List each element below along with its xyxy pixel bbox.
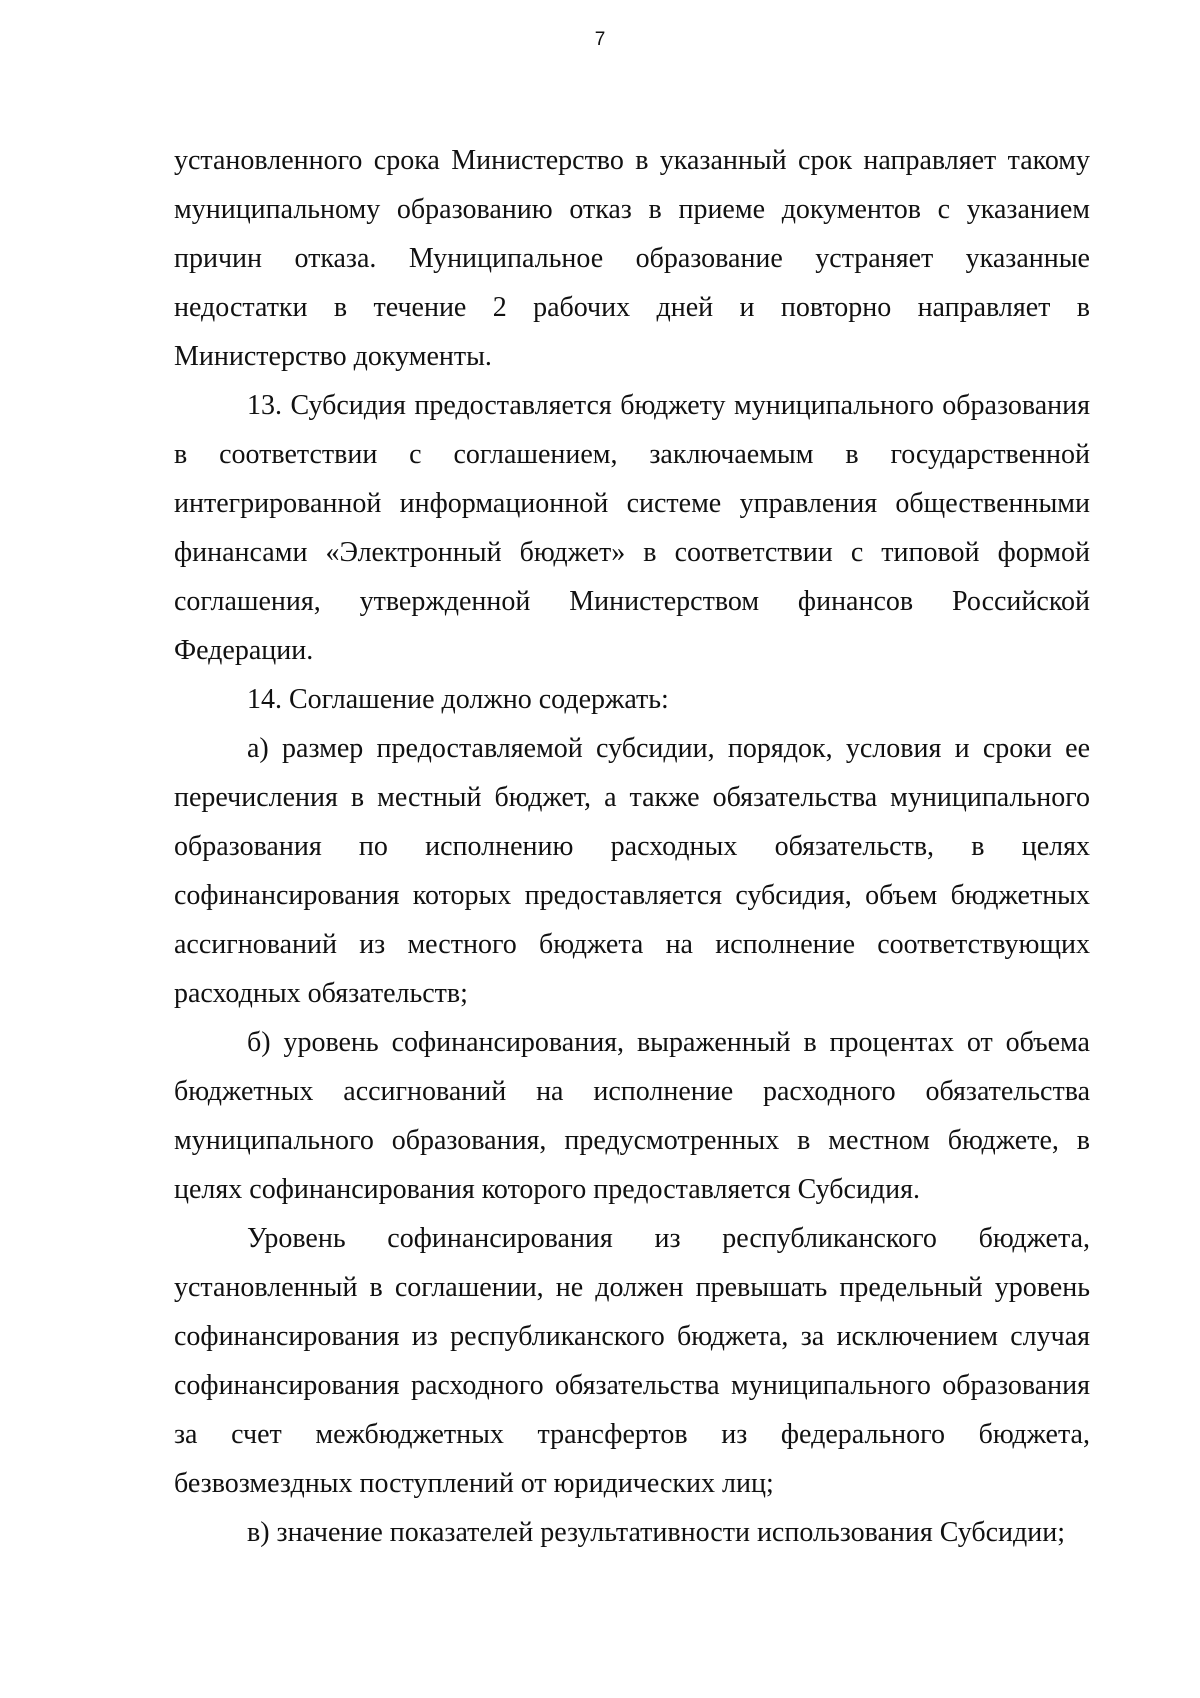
paragraph-continuation: установленного срока Министерство в указанный срок направляет такому муниципальному образованию отказ в приеме документов с указанием причин отказа. Муниципальное образование устраняет указанные недостатки в течение 2 рабочих дней и повторно направляет в Министерство документы.	[174, 145, 1090, 372]
paragraph-cofinancing-level: Уровень софинансирования из республиканского бюджета, установленный в соглашении, не должен превышать предельный уровень софинансирования из республиканского бюджета, за исключением случая софинансирования расходного обязательства муниципального образования за счет межбюджетных трансфертов из федерального бюджета, безвозмездных поступлений от юридических лиц;	[174, 1223, 1090, 1499]
paragraph-13: 13. Субсидия предоставляется бюджету муниципального образования в соответствии с соглашением, заключаемым в государственной интегрированной информационной системе управления общественными финансами «Электронный бюджет» в соответствии с типовой формой соглашения, утвержденной Министерством финансов Российской Федерации.	[174, 390, 1090, 666]
page-number: 7	[594, 29, 606, 50]
document-body	[174, 136, 1090, 1557]
paragraph-14b: б) уровень софинансирования, выраженный в процентах от объема бюджетных ассигнований на исполнение расходного обязательства муниципального образования, предусмотренных в местном бюджете, в целях софинансирования которого предоставляется Субсидия.	[174, 1027, 1090, 1205]
paragraph-14a: а) размер предоставляемой субсидии, порядок, условия и сроки ее перечисления в местный бюджет, а также обязательства муниципального образования по исполнению расходных обязательств, в целях софинансирования которых предоставляется субсидия, объем бюджетных ассигнований из местного бюджета на исполнение соответствующих расходных обязательств;	[174, 733, 1090, 1009]
paragraph-14: 14. Соглашение должно содержать:	[247, 684, 669, 715]
paragraph-14v: в) значение показателей результативности использования Субсидии;	[247, 1517, 1066, 1548]
